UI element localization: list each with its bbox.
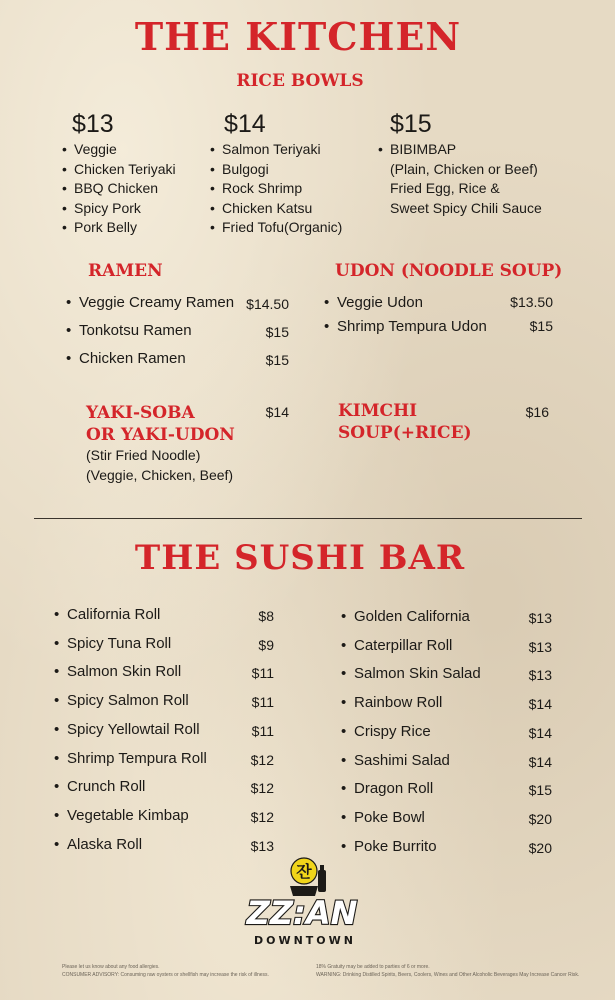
sushi-price: $12	[250, 751, 274, 768]
sushi-item: • Dragon Roll	[341, 780, 434, 798]
sushi-item: • California Roll	[54, 606, 161, 623]
list-item: • Bulgogi	[210, 160, 269, 177]
list-item-detail: Fried Egg, Rice &	[390, 180, 500, 196]
rice-bowls-title: RICE BOWLS	[236, 71, 364, 91]
logo-glyph: 잔	[296, 862, 312, 881]
kimchi-title: KIMCHI SOUP(+RICE)	[338, 401, 472, 443]
sushi-item: • Salmon Skin Roll	[54, 663, 182, 681]
sushi-item: • Spicy Salmon Roll	[54, 692, 189, 710]
menu-item: • Tonkotsu Ramen	[66, 322, 192, 339]
sushi-price: $20	[528, 810, 552, 827]
rice-col-14	[210, 110, 380, 238]
sushi-item: • Poke Burrito	[341, 837, 437, 855]
list-item: • Salmon Teriyaki	[210, 141, 321, 157]
menu-item: • Veggie Udon	[324, 294, 423, 311]
list-item-detail: (Plain, Chicken or Beef)	[390, 160, 538, 177]
sushi-item: • Poke Bowl	[341, 808, 425, 826]
sushi-price: $11	[251, 665, 274, 682]
footer-consumer-advisory: CONSUMER ADVISORY: Consuming raw oysters or shellfish may increase the risk of illness.	[62, 972, 269, 978]
list-item-detail: Sweet Spicy Chili Sauce	[390, 199, 542, 216]
sushi-title: THE SUSHI BAR	[134, 538, 466, 578]
ramen-title: RAMEN	[88, 261, 163, 281]
sushi-price: $14	[528, 696, 552, 713]
menu-price: $15	[529, 318, 553, 334]
list-item: • BIBIMBAP	[378, 141, 457, 157]
zzan-logo	[220, 852, 390, 957]
menu-price: $14.50	[246, 296, 289, 312]
list-item: • Fried Tofu(Organic)	[210, 219, 343, 235]
sushi-price: $13	[528, 638, 552, 655]
sushi-price: $14	[528, 724, 552, 741]
rice-col-15	[378, 110, 578, 218]
kitchen-title: THE KITCHEN	[134, 14, 462, 59]
sushi-item: • Crispy Rice	[341, 722, 431, 740]
logo-sub: DOWNTOWN	[253, 934, 356, 947]
footer-allergy-note: Please let us know about any food allergies.	[62, 964, 160, 970]
sushi-price: $13	[250, 837, 274, 854]
sushi-item: • Caterpillar Roll	[341, 636, 453, 654]
rice-price-15: $15	[390, 110, 432, 138]
sushi-price: $13	[528, 610, 552, 626]
sushi-price: $8	[258, 608, 274, 624]
menu-price: $13.50	[510, 294, 553, 310]
list-item: • Pork Belly	[62, 219, 138, 235]
menu-price: $15	[265, 324, 289, 340]
sushi-item: • Spicy Tuna Roll	[54, 634, 172, 652]
sushi-item: • Vegetable Kimbap	[54, 806, 189, 824]
logo-name: ZZ:AN	[246, 894, 358, 932]
menu-item: • Veggie Creamy Ramen	[66, 294, 235, 311]
section-divider	[34, 518, 582, 519]
rice-price-14: $14	[224, 110, 266, 138]
list-item: • Spicy Pork	[62, 199, 141, 216]
sushi-item: • Rainbow Roll	[341, 694, 443, 712]
sushi-item: • Sashimi Salad	[341, 751, 450, 769]
sushi-item: • Golden California	[341, 608, 470, 625]
sushi-price: $9	[258, 636, 274, 653]
sushi-price: $13	[528, 667, 552, 684]
sushi-price: $11	[251, 722, 274, 739]
sushi-price: $11	[251, 694, 274, 711]
yaki-price: $14	[265, 404, 289, 420]
yaki-desc: (Stir Fried Noodle) (Veggie, Chicken, Beef)	[86, 447, 234, 483]
list-item: • Rock Shrimp	[210, 180, 303, 196]
list-item: • Veggie	[62, 141, 117, 157]
footer-alcohol-warning: WARNING: Drinking Distilled Spirits, Beers, Coolers, Wines and Other Alcoholic Beverages May Increase Cancer Risk.	[316, 972, 580, 978]
sushi-item: • Crunch Roll	[54, 778, 146, 796]
menu-item: • Chicken Ramen	[66, 350, 186, 367]
sushi-item: • Spicy Yellowtail Roll	[54, 720, 200, 738]
sushi-price: $15	[528, 782, 552, 799]
list-item: • Chicken Teriyaki	[62, 160, 176, 177]
menu-price: $15	[265, 352, 289, 368]
sushi-price: $20	[528, 839, 552, 856]
list-item: • BBQ Chicken	[62, 180, 159, 196]
rice-price-13: $13	[72, 110, 114, 138]
footer-gratuity-note: 18% Gratuity may be added to parties of 6 or more.	[316, 964, 430, 970]
list-item: • Chicken Katsu	[210, 199, 313, 216]
sushi-price: $12	[250, 780, 274, 797]
udon-title: UDON (NOODLE SOUP)	[335, 261, 563, 281]
kimchi-price: $16	[525, 404, 549, 420]
sushi-item: • Alaska Roll	[54, 835, 143, 853]
sushi-item: • Shrimp Tempura Roll	[54, 749, 207, 767]
rice-col-13	[62, 110, 222, 238]
sushi-price: $14	[528, 753, 552, 770]
yaki-title: YAKI-SOBA OR YAKI-UDON	[86, 403, 235, 445]
sushi-item: • Salmon Skin Salad	[341, 665, 481, 683]
menu-item: • Shrimp Tempura Udon	[324, 318, 487, 335]
sushi-price: $12	[250, 808, 274, 825]
